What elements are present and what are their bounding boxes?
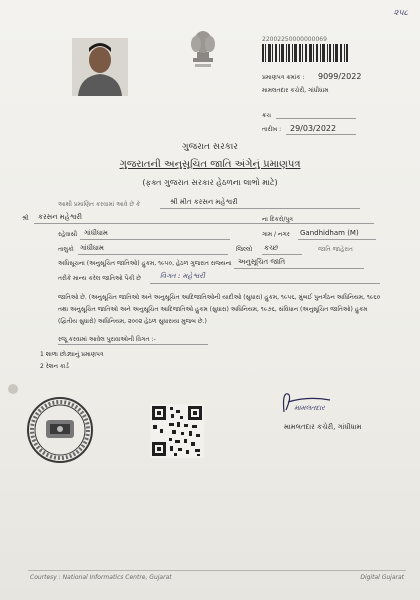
village-line <box>298 239 376 240</box>
ref-label: ક્રચ <box>262 112 272 119</box>
qr-code-icon <box>150 404 204 458</box>
caste-line-label: અધિસૂચના (અનુસૂચિત જાતિઓ) હુકમ, ૧૯૫૦, હેઠળ ગુજરાત રાજ્યના <box>58 260 232 267</box>
name-line <box>160 208 360 209</box>
native-value: ગાંધીધામ <box>84 229 108 237</box>
issue-date: 29/03/2022 <box>290 124 337 133</box>
father-line <box>34 223 374 224</box>
caste-value: અનુસૂચિત જાતિ <box>238 258 286 266</box>
father-label: શ્રી <box>22 215 29 222</box>
district-value: કચ્છ <box>264 244 279 252</box>
residence-handwritten: વિગત : મહેશ્વરી <box>160 272 205 280</box>
district-label: જિલ્લો <box>236 246 253 253</box>
village-value: Gandhidham (M) <box>300 229 359 237</box>
cert-number: 9099/2022 <box>318 72 362 81</box>
punch-hole-icon <box>8 384 18 394</box>
cert-number-label: પ્રમાણપત્ર ક્રમાંક : <box>262 74 305 81</box>
docs-title: રજૂ કરવામાં આવેલ પુરાવાઓની વિગત :- <box>58 336 156 343</box>
doc-item: 1 શાળા છોડ્યાનું પ્રમાણપત્ર <box>40 351 104 358</box>
gov-heading: ગુજરાત સરકાર <box>182 142 238 152</box>
official-seal-icon <box>26 396 94 464</box>
district-line <box>262 254 302 255</box>
barcode-number: 22002250000000069 <box>262 36 327 43</box>
footer-digital-gujarat: Digital Gujarat <box>360 574 404 581</box>
relation: ના દિકરો/પુત્ર <box>262 216 294 223</box>
signature-office: મામલતદાર કચેરી, ગાંધીધામ <box>284 423 362 431</box>
issuer-office: મામલતદાર કચેરી, ગાંધીધામ <box>262 87 329 94</box>
date-label: તારીખ : <box>262 126 282 133</box>
taluka-label: તાલુકો <box>58 246 74 253</box>
village-label: ગામ / નગર <box>262 231 290 238</box>
footer-rule <box>28 570 406 571</box>
barcode-icon <box>262 44 348 62</box>
holder-name: શ્રી મીત કરસન મહેશ્વરી <box>170 198 238 206</box>
state-label: જાતિ જાહેરાત <box>318 246 353 253</box>
ref-line <box>276 118 356 119</box>
certificate-title: ગુજરાતની અનુસૂચિત જાતિ અંગેનું પ્રમાણપત્ર <box>119 159 301 170</box>
corner-number: ૨૫૮ <box>393 8 408 17</box>
father-name: કરસન મહેશ્વરી <box>38 213 83 221</box>
body-paragraph: જાતિઓ છે. (અનુસૂચિત જાતિઓ અને અનુસૂચિત આદિજાતિઓની યાદીઓ (સુધારા) હુકમ, ૧૯૫૬, મુંબઈ પુનર્ગઠન અધિનિયમ, ૧૯૬૦ તથા અનુસૂચિત જાતિઓ અને અનુસૂચિત આદિજાતિઓ હુકમ (સુધારા) અધિનિયમ, ૧૯૭૬, સંવિધાન (અનુસૂચિત જાતિઓ) હુકમ (દ્વિતીય સુધારો) અધિનિયમ, ૨૦૦૨ હેઠળ સુધારાયા મુજબ છે.) <box>58 294 381 325</box>
taluka-value: ગાંધીધામ <box>80 244 104 252</box>
certificate-subtitle: (ફક્ત ગુજરાત સરકાર હેઠળના લાભો માટે) <box>142 178 278 187</box>
national-emblem-icon <box>186 26 220 72</box>
footer-courtesy: Courtesy : National Informatics Centre, Gujarat <box>30 574 172 581</box>
doc-item: 2 રેશન કાર્ડ <box>40 363 69 370</box>
date-line <box>286 134 356 135</box>
docs-title-underline <box>58 344 208 345</box>
applicant-photo <box>72 38 128 96</box>
taluka-line <box>78 254 228 255</box>
residence-line <box>150 283 380 284</box>
caste-line <box>234 268 364 269</box>
native-label: રહેવાસી <box>58 231 78 238</box>
certify-label: આથી પ્રમાણિત કરવામાં આવે છે કે <box>58 201 141 208</box>
residence-label: તરીકે માન્ય કરેલ જાતિઓ પૈકી છે <box>58 275 141 282</box>
native-line <box>80 239 230 240</box>
signature-name: મામલતદાર <box>294 404 325 412</box>
